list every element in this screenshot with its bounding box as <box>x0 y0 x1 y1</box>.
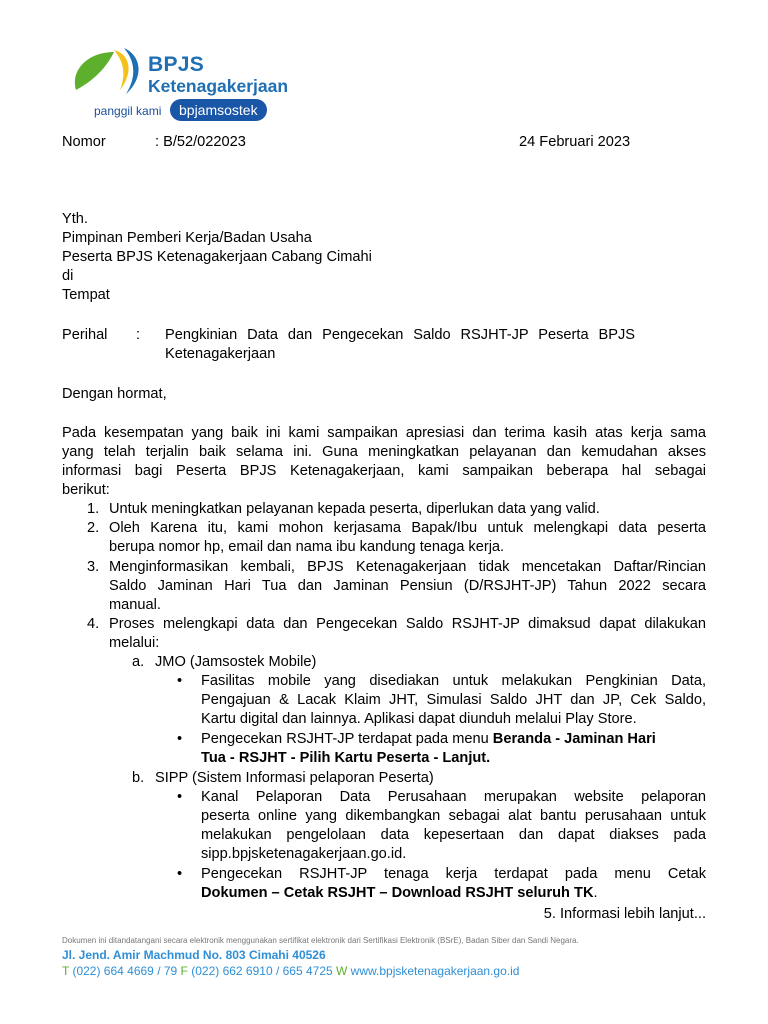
item-number: 3. <box>87 559 100 575</box>
subject-label: Perihal <box>62 327 108 343</box>
logo-title: BPJS <box>148 53 205 76</box>
item-number: 4. <box>87 616 100 632</box>
logo-subtitle: Ketenagakerjaan <box>148 76 289 96</box>
bullet-icon: • <box>177 673 183 689</box>
item-text: berupa nomor hp, email dan nama ibu kandung tenaga kerja. <box>109 539 505 555</box>
bullet-text: Pengecekan RSJHT-JP terdapat pada menu Beranda - Jaminan Hari <box>201 731 656 747</box>
bullet-text: peserta online yang dikembangkan sebagai alat bantu perusahaan untuk <box>201 808 706 824</box>
item-text: melalui: <box>109 635 160 651</box>
continuation-note: 5. Informasi lebih lanjut... <box>543 906 706 922</box>
intro-line: informasi bagi Peserta BPJS Ketenagakerjaan, kami sampaikan beberapa hal sebagai <box>62 463 706 479</box>
sub-label: b. <box>132 770 145 786</box>
item-text: Proses melengkapi data dan Pengecekan Saldo RSJHT-JP dimaksud dapat dilakukan <box>109 616 706 632</box>
bullet-text: Fasilitas mobile yang disediakan untuk melakukan Pengkinian Data, <box>201 673 706 689</box>
greeting: Dengan hormat, <box>62 386 167 402</box>
letter-date: 24 Februari 2023 <box>519 134 631 150</box>
bpjs-leaf-icon <box>68 44 148 104</box>
logo-tagline-brand: bpjamsostek <box>170 99 267 121</box>
item-text: Untuk meningkatkan pelayanan kepada peserta, diperlukan data yang valid. <box>109 501 600 517</box>
footer-address: Jl. Jend. Amir Machmud No. 803 Cimahi 40526 <box>62 948 326 962</box>
bullet-text: Kanal Pelaporan Data Perusahaan merupakan website pelaporan <box>201 789 706 805</box>
bullet-icon: • <box>177 731 183 747</box>
footer-phone: (022) 664 4669 / 79 <box>69 964 181 978</box>
item-number: 2. <box>87 520 100 536</box>
sub-label: a. <box>132 654 145 670</box>
item-text: Oleh Karena itu, kami mohon kerjasama Bapak/Ibu untuk melengkapi data peserta <box>109 520 706 536</box>
subject-colon: : <box>136 327 141 343</box>
footer-contact <box>62 964 519 978</box>
recipient-line: Pimpinan Pemberi Kerja/Badan Usaha <box>62 230 312 246</box>
footer-esign-note: Dokumen ini ditandatangani secara elektronik menggunakan sertifikat elektronik dari Sertifikasi Elektronik (BSrE), Badan Siber dan Sandi Negara. <box>62 936 579 945</box>
bullet-icon: • <box>177 866 183 882</box>
bullet-text: Pengecekan RSJHT-JP tenaga kerja terdapat pada menu Cetak <box>201 866 706 882</box>
bullet-text: sipp.bpjsketenagakerjaan.go.id. <box>201 846 407 862</box>
footer-web-label: W <box>336 964 348 978</box>
bullet-icon: • <box>177 789 183 805</box>
bpjs-logo <box>68 44 318 126</box>
subject-line: Pengkinian Data dan Pengecekan Saldo RSJHT-JP Peserta BPJS <box>165 327 635 343</box>
item-number: 1. <box>87 501 100 517</box>
item-text: manual. <box>109 597 161 613</box>
sub-title: JMO (Jamsostek Mobile) <box>155 654 317 670</box>
recipient-line: Tempat <box>62 287 110 303</box>
sub-title: SIPP (Sistem Informasi pelaporan Peserta) <box>155 770 434 786</box>
item-text: Saldo Jaminan Hari Tua dan Jaminan Pensiun (D/RSJHT-JP) Tahun 2022 secara <box>109 578 706 594</box>
bullet-text: Kartu digital dan lainnya. Aplikasi dapat diunduh melalui Play Store. <box>201 711 637 727</box>
subject-line: Ketenagakerjaan <box>165 346 276 362</box>
bullet-text: melakukan pengelolaan data kepesertaan dan dapat diakses pada <box>201 827 706 843</box>
recipient-yth: Yth. <box>62 211 88 227</box>
footer-fax: (022) 662 6910 / 665 4725 <box>187 964 337 978</box>
nomor-label: Nomor <box>62 134 106 150</box>
recipient-line: Peserta BPJS Ketenagakerjaan Cabang Cimahi <box>62 249 372 265</box>
footer-website[interactable]: www.bpjsketenagakerjaan.go.id <box>347 964 520 978</box>
bullet-text: Tua - RSJHT - Pilih Kartu Peserta - Lanjut. <box>201 750 491 766</box>
recipient-line: di <box>62 268 74 284</box>
logo-tagline-prefix: panggil kami <box>94 104 162 118</box>
item-text: Menginformasikan kembali, BPJS Ketenagakerjaan tidak mencetakan Daftar/Rincian <box>109 559 706 575</box>
intro-line: yang telah terjalin baik selama ini. Guna meningkatkan pelayanan dan kemudahan akses <box>62 444 706 460</box>
bullet-text: Pengajuan & Lacak Klaim JHT, Simulasi Saldo JHT dan JP, Cek Saldo, <box>201 692 706 708</box>
intro-line: Pada kesempatan yang baik ini kami sampaikan apresiasi dan terima kasih atas kerja sama <box>62 425 706 441</box>
intro-line: berikut: <box>62 482 110 498</box>
footer-fax-label: F <box>180 964 188 978</box>
footer-phone-label: T <box>62 964 70 978</box>
bullet-text: Dokumen – Cetak RSJHT – Download RSJHT seluruh TK. <box>201 885 598 901</box>
nomor-value: : B/52/022023 <box>155 134 246 150</box>
